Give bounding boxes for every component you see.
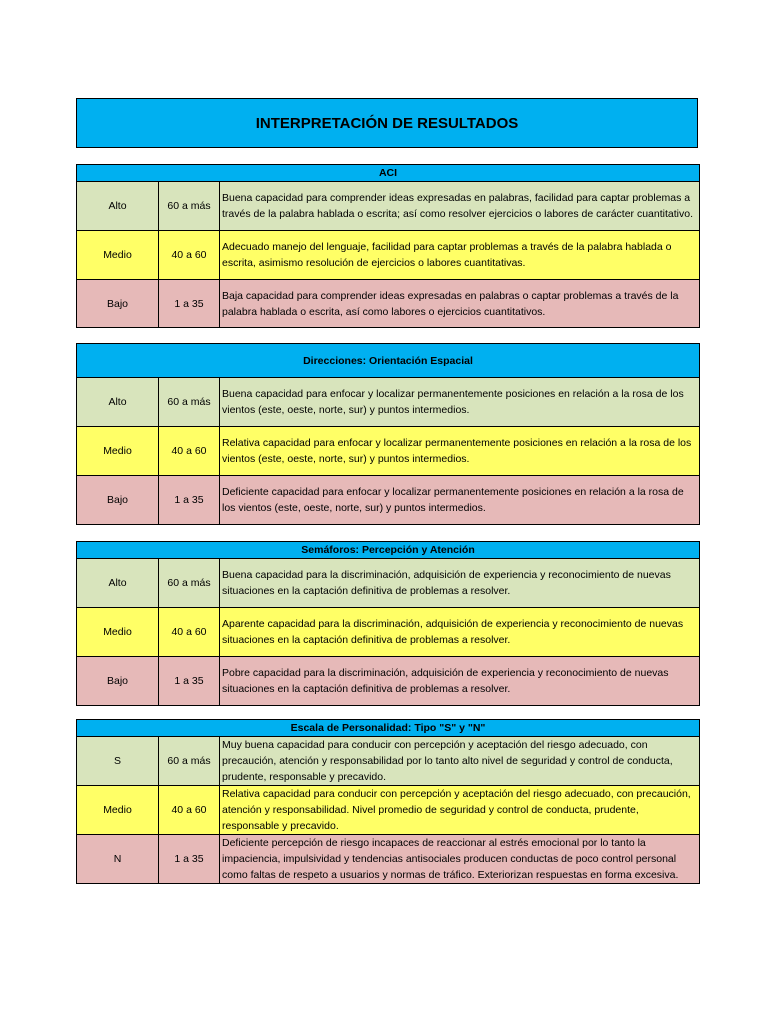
section-header: Direcciones: Orientación Espacial [77, 344, 700, 378]
range-cell: 40 a 60 [159, 608, 220, 657]
level-cell: Medio [77, 427, 159, 476]
table-row [77, 476, 700, 525]
description-cell: Baja capacidad para comprender ideas expresadas en palabras o captar problemas a través de la palabra hablada o escrita, así como labores o ejercicios cuantitativos. [220, 280, 700, 328]
description-cell: Adecuado manejo del lenguaje, facilidad para captar problemas a través de la palabra hablada o escrita, asimismo resolución de ejercicios o labores cuantitativas. [220, 231, 700, 280]
level-cell: Medio [77, 786, 159, 835]
table-row [77, 786, 700, 835]
section-aci [76, 164, 700, 328]
level-cell: Bajo [77, 280, 159, 328]
level-cell: Bajo [77, 476, 159, 525]
description-cell: Deficiente percepción de riesgo incapaces de reaccionar al estrés emocional por lo tanto la impaciencia, impulsividad y tendencias antisociales producen conductas de poco control personal como faltas de respeto a usuarios y normas de tráfico. Exteriorizan respuestas en forma excesiva. [220, 835, 700, 884]
description-cell: Buena capacidad para comprender ideas expresadas en palabras, facilidad para captar problemas a través de la palabra hablada o escrita; así como resolver ejercicios o labores de carácter cuantitativo. [220, 182, 700, 231]
range-cell: 60 a más [159, 737, 220, 786]
table-row [77, 182, 700, 231]
description-cell: Relativa capacidad para conducir con percepción y aceptación del riesgo adecuado, con precaución, atención y responsabilidad. Nivel promedio de seguridad y control de conducta, prudente, responsable y precavido. [220, 786, 700, 835]
table-row [77, 427, 700, 476]
section-semaforos [76, 541, 700, 706]
description-cell: Buena capacidad para enfocar y localizar permanentemente posiciones en relación a la rosa de los vientos (este, oeste, norte, sur) y puntos intermedios. [220, 378, 700, 427]
section-direcciones [76, 343, 700, 525]
level-cell: Alto [77, 559, 159, 608]
page-title: INTERPRETACIÓN DE RESULTADOS [76, 98, 698, 148]
table-row [77, 737, 700, 786]
level-cell: Alto [77, 378, 159, 427]
description-cell: Muy buena capacidad para conducir con percepción y aceptación del riesgo adecuado, con precaución, atención y responsabilidad por lo tanto alto nivel de seguridad y control de conducta, prudente, responsable y precavido. [220, 737, 700, 786]
section-personalidad [76, 719, 700, 884]
range-cell: 1 a 35 [159, 476, 220, 525]
table-row [77, 835, 700, 884]
level-cell: S [77, 737, 159, 786]
range-cell: 60 a más [159, 559, 220, 608]
description-cell: Relativa capacidad para enfocar y localizar permanentemente posiciones en relación a la rosa de los vientos (este, oeste, norte, sur) y puntos intermedios. [220, 427, 700, 476]
range-cell: 60 a más [159, 182, 220, 231]
range-cell: 1 a 35 [159, 280, 220, 328]
table-row [77, 608, 700, 657]
section-header: Escala de Personalidad: Tipo "S" y "N" [77, 720, 700, 737]
range-cell: 1 a 35 [159, 835, 220, 884]
description-cell: Pobre capacidad para la discriminación, adquisición de experiencia y reconocimiento de nuevas situaciones en la captación definitiva de problemas a resolver. [220, 657, 700, 706]
level-cell: Alto [77, 182, 159, 231]
range-cell: 60 a más [159, 378, 220, 427]
table-row [77, 657, 700, 706]
table-row [77, 280, 700, 328]
level-cell: Medio [77, 608, 159, 657]
description-cell: Buena capacidad para la discriminación, adquisición de experiencia y reconocimiento de nuevas situaciones en la captación definitiva de problemas a resolver. [220, 559, 700, 608]
level-cell: N [77, 835, 159, 884]
level-cell: Medio [77, 231, 159, 280]
table-row [77, 378, 700, 427]
section-header: ACI [77, 165, 700, 182]
range-cell: 40 a 60 [159, 427, 220, 476]
description-cell: Deficiente capacidad para enfocar y localizar permanentemente posiciones en relación a la rosa de los vientos (este, oeste, norte, sur) y puntos intermedios. [220, 476, 700, 525]
range-cell: 40 a 60 [159, 786, 220, 835]
description-cell: Aparente capacidad para la discriminación, adquisición de experiencia y reconocimiento de nuevas situaciones en la captación definitiva de problemas a resolver. [220, 608, 700, 657]
table-row [77, 231, 700, 280]
level-cell: Bajo [77, 657, 159, 706]
range-cell: 1 a 35 [159, 657, 220, 706]
range-cell: 40 a 60 [159, 231, 220, 280]
table-row [77, 559, 700, 608]
section-header: Semáforos: Percepción y Atención [77, 542, 700, 559]
